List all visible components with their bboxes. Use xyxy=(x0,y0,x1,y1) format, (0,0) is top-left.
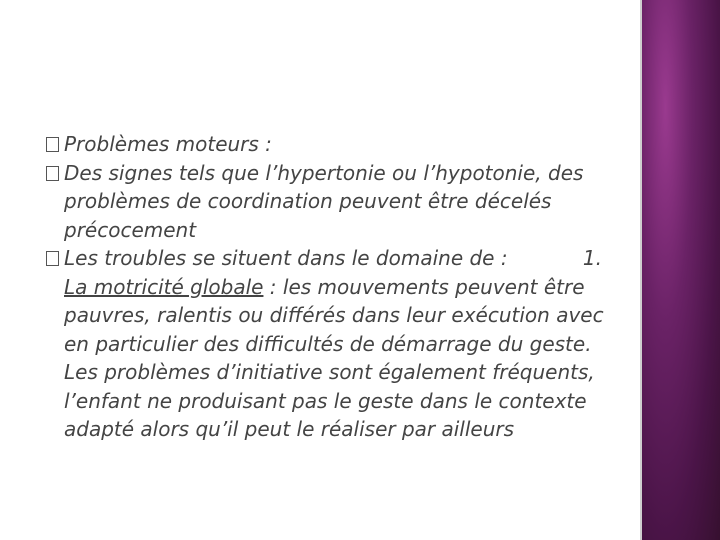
sub-heading: La motricité globale xyxy=(64,274,264,299)
bullet-box-icon xyxy=(46,166,59,181)
bullet-item xyxy=(46,130,616,159)
decorative-purple-band xyxy=(642,0,720,540)
bullet-text: Des signes tels que l’hypertonie ou l’hypotonie, des problèmes de coordination peuvent être décelés précocement xyxy=(64,160,584,242)
bullet-box-icon xyxy=(46,251,59,266)
slide-body xyxy=(46,130,616,444)
bullet-text: Problèmes moteurs : xyxy=(64,132,272,156)
bullet-lead-text: Les troubles se situent dans le domaine de : xyxy=(64,246,508,270)
bullet-item xyxy=(46,244,616,444)
list-number: 1. xyxy=(582,246,602,270)
bullet-box-icon xyxy=(46,137,59,152)
sub-text: : les mouvements peuvent être pauvres, ralentis ou différés dans leur exécution avec en particulier des difficultés de démarrage du geste. Les problèmes d’initiative sont également fréquents, l’enfant ne produisant pas le geste dans le contexte adapté alors qu’il peut le réaliser par ailleurs xyxy=(64,274,604,441)
bullet-item xyxy=(46,159,616,245)
